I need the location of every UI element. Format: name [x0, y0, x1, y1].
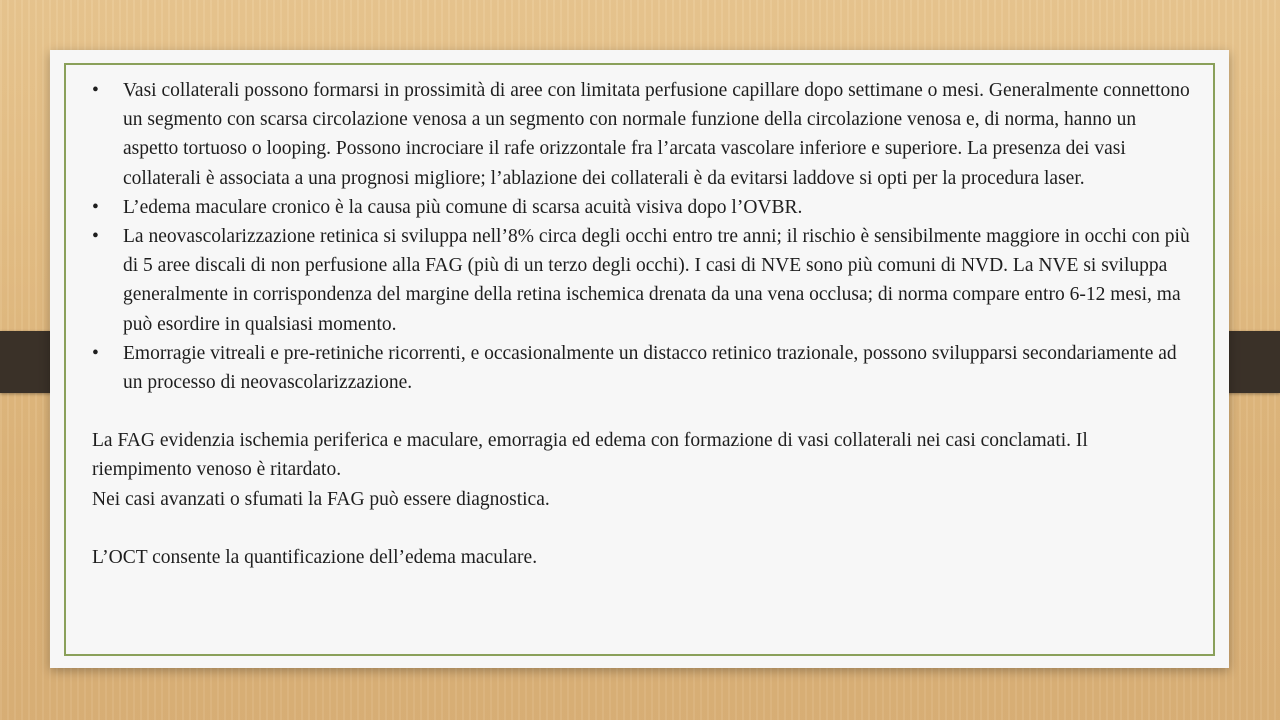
- paragraph-fag-findings: La FAG evidenzia ischemia periferica e maculare, emorragia ed edema con formazione di vasi collaterali nei casi conclamati. Il riempimento venoso è ritardato.: [92, 430, 1088, 481]
- bullet-item-macular-edema: [92, 193, 1192, 222]
- bullet-icon: •: [92, 196, 99, 218]
- paragraph-oct: L’OCT consente la quantificazione dell’edema maculare.: [92, 546, 538, 568]
- bullet-item-collateral-vessels: [92, 76, 1192, 193]
- bullet-text: L’edema maculare cronico è la causa più comune di scarsa acuità visiva dopo l’OVBR.: [123, 196, 803, 218]
- bullet-icon: •: [92, 226, 99, 248]
- slide-paper: [50, 50, 1229, 668]
- slide-content: [92, 76, 1192, 572]
- bullet-item-neovascularization: [92, 222, 1192, 339]
- bullet-list: [92, 76, 1192, 397]
- spacer: [92, 397, 1192, 426]
- bullet-text: La neovascolarizzazione retinica si sviluppa nell’8% circa degli occhi entro tre anni; il rischio è sensibilmente maggiore in occhi con più di 5 aree discali di non perfusione alla FAG (più di un terzo degli occhi). I casi di NVE sono più comuni di NVD. La NVE si sviluppa generalmente in corrispondenza del margine della retina ischemica drenata da una vena occlusa; di norma compare entro 6-12 mesi, ma può esordire in qualsiasi momento.: [123, 226, 1190, 335]
- bullet-item-hemorrhages: [92, 339, 1192, 397]
- bullet-text: Vasi collaterali possono formarsi in prossimità di aree con limitata perfusione capillare dopo settimane o mesi. Generalmente connettono un segmento con scarsa circolazione venosa a un segmento con normale funzione della circolazione venosa e, di norma, hanno un aspetto tortuoso o looping. Possono incrociare il rafe orizzontale fra l’arcata vascolare inferiore e superiore. La presenza dei vasi collaterali è associata a una prognosi migliore; l’ablazione dei collaterali è da evitarsi laddove si opti per la procedura laser.: [123, 80, 1190, 189]
- bullet-text: Emorragie vitreali e pre-retiniche ricorrenti, e occasionalmente un distacco retinico trazionale, possono svilupparsi secondariamente ad un processo di neovascolarizzazione.: [123, 342, 1177, 394]
- bullet-icon: •: [92, 342, 99, 364]
- bullet-icon: •: [92, 80, 99, 101]
- spacer: [92, 514, 1192, 543]
- paragraph-fag-diagnostic: Nei casi avanzati o sfumati la FAG può essere diagnostica.: [92, 488, 550, 510]
